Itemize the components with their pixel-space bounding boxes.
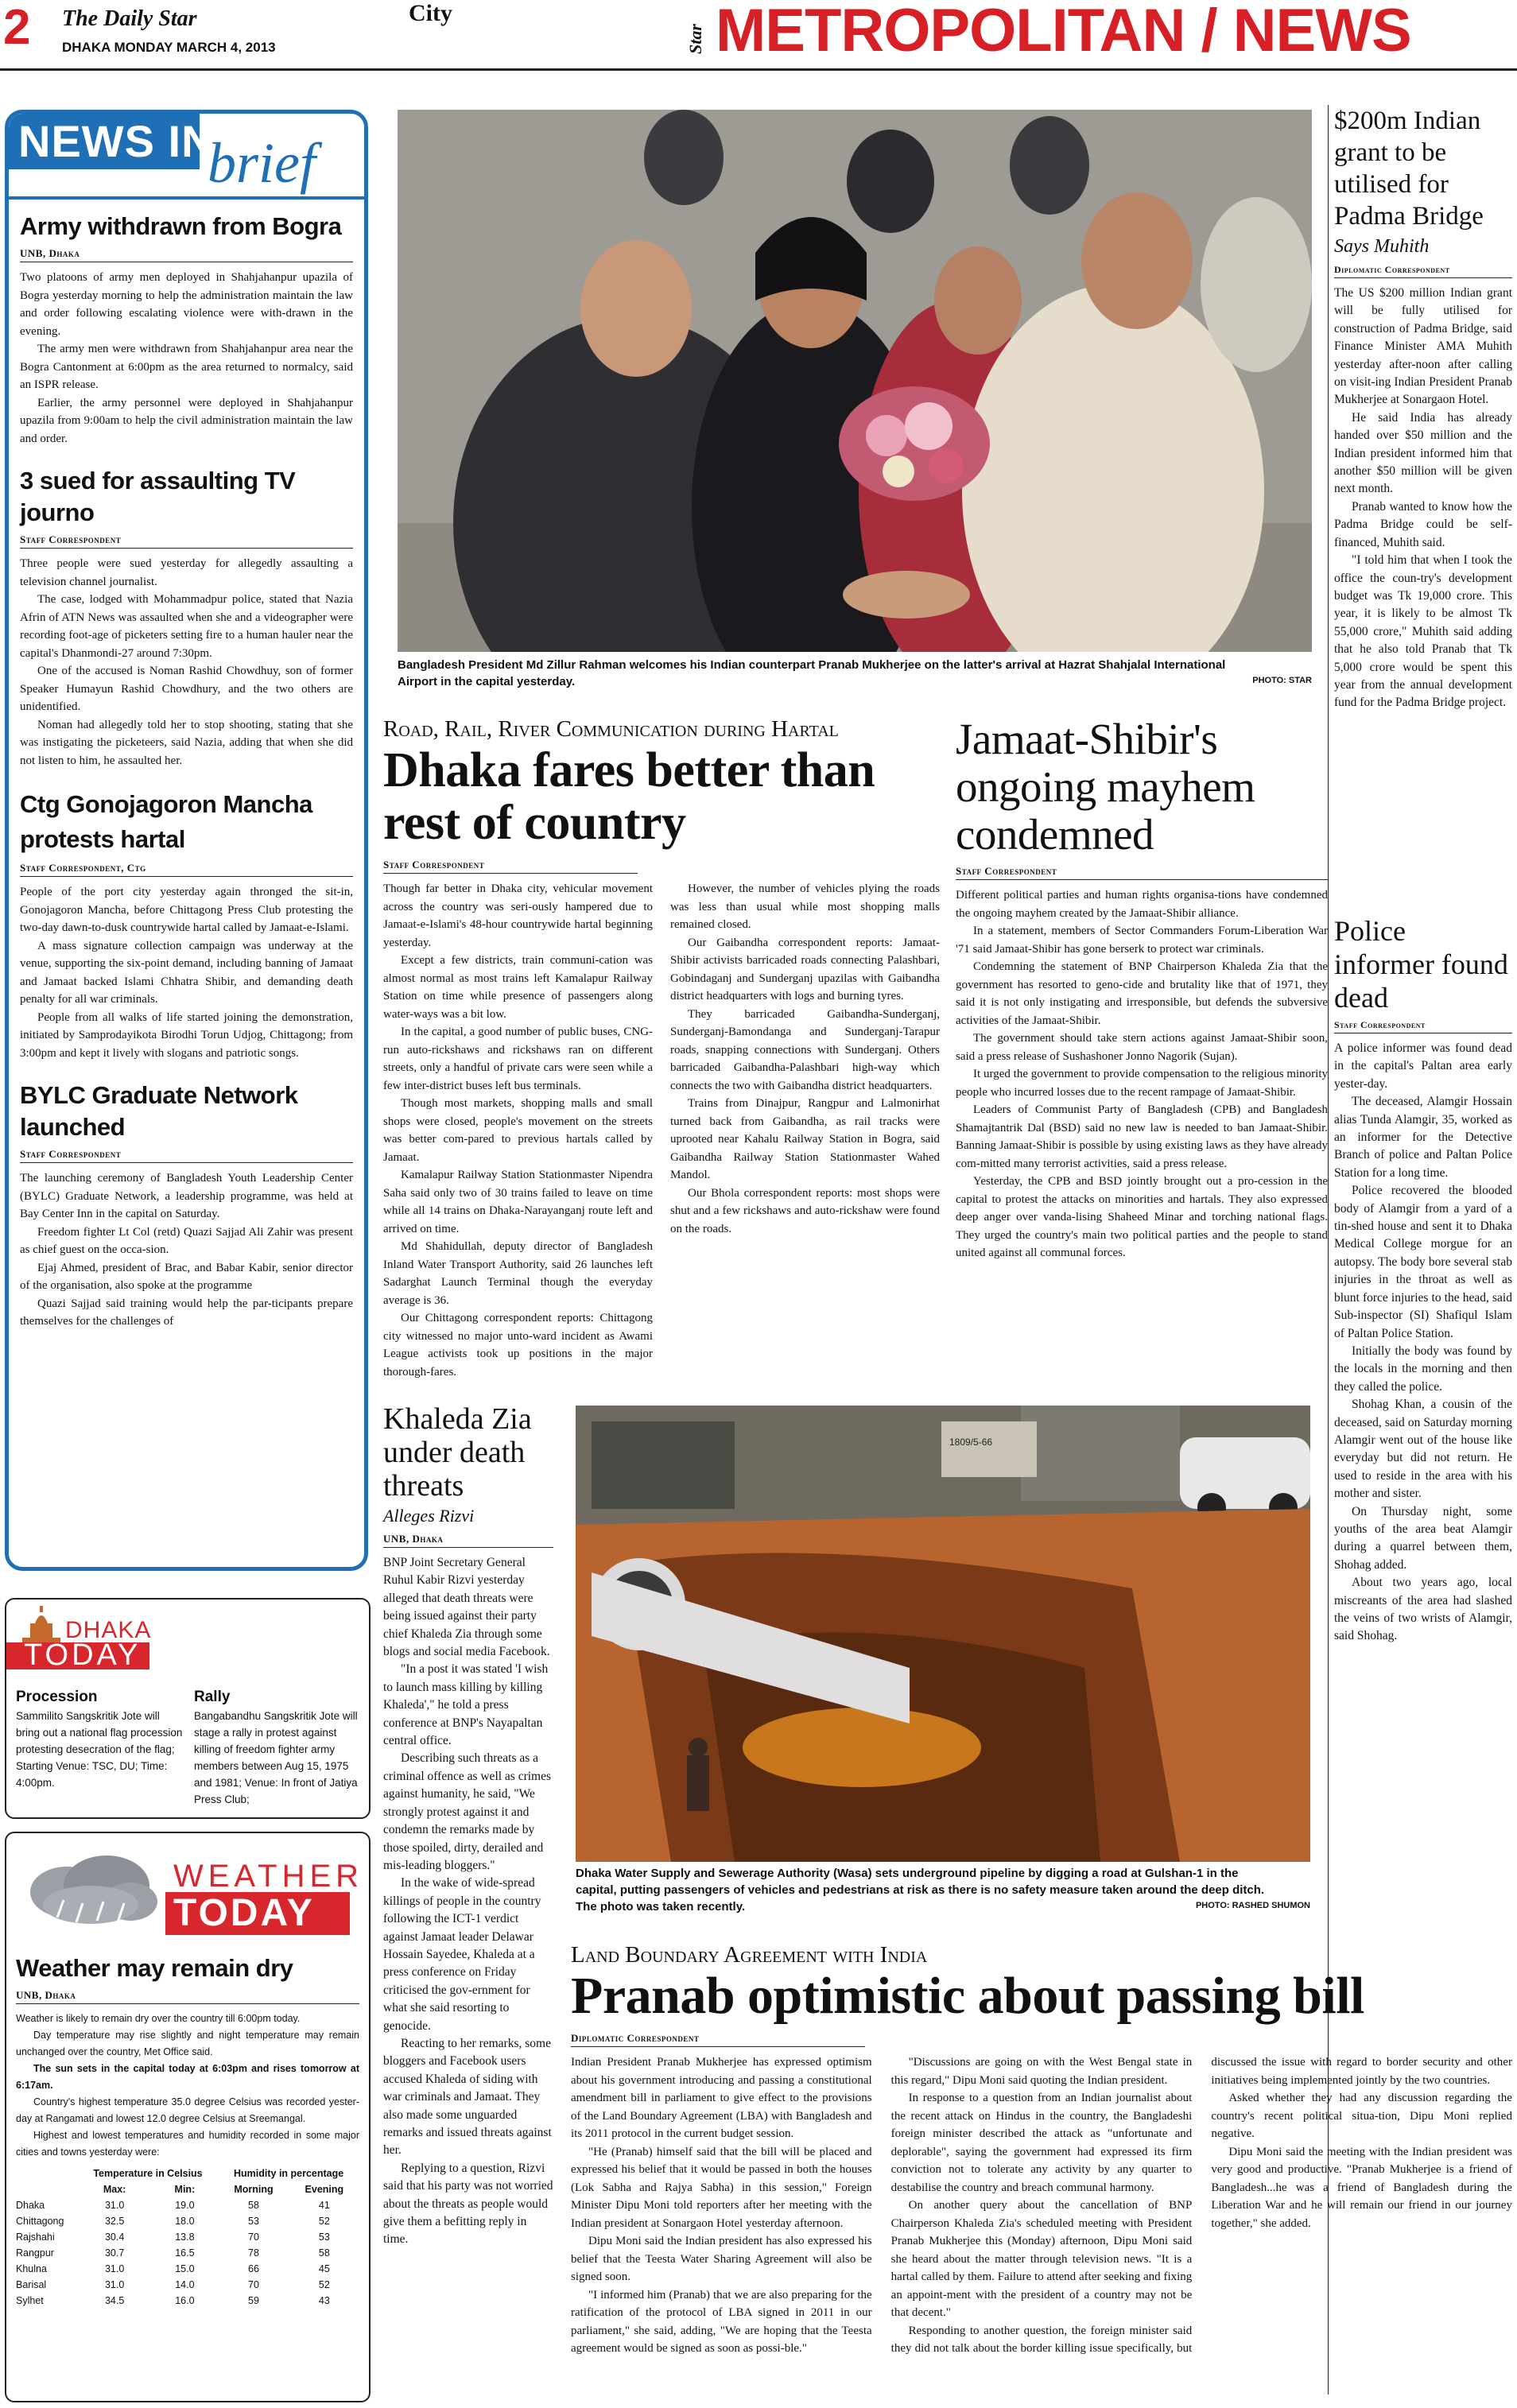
brief-item <box>20 787 353 1062</box>
paragraph: Except a few districts, train communi-cation was almost normal as most trains left Kamalapur Railway Station on time while presence of passengers along water-ways was a bit low. <box>383 954 653 1021</box>
brief-item <box>20 1080 353 1331</box>
paragraph: People from all walks of life started joining the demonstration, initiated by Samprodayikota Birodhi Torun Udjog, Chittagong; from 3:00pm and kept it lively with slogans and patriotic songs. <box>20 1010 353 1060</box>
table-cell: Chittagong <box>16 2216 64 2227</box>
article-headline: Jamaat-Shibir's ongoing mayhem condemned <box>956 715 1255 859</box>
cloud-rain-icon <box>19 1852 162 1932</box>
paragraph: A mass signature collection campaign was underway at the venue, supporting the six-point demand, including banning of Jamaat and Jamaat backed Islami Chhatra Shibir, and demanding death penalty for all war criminals. <box>20 939 353 1006</box>
article-headline: Dhaka fares better than rest of country <box>383 743 875 850</box>
table-cell: 70 <box>248 2279 259 2290</box>
paragraph: The launching ceremony of Bangladesh Youth Leadership Center (BYLC) Graduate Network, a leadership programme, was held at Bay Center Inn in the capital on Saturday. <box>20 1172 353 1220</box>
table-cell: 19.0 <box>175 2200 195 2211</box>
brief-items <box>9 200 364 1331</box>
paragraph: Condemning the statement of BNP Chairperson Khaleda Zia that the government has resorted to geno-cide and brutality like that of 1971, they said it is not only instigating and irresponsible, but defends the subversive activities of the Jamaat-Shibir. <box>956 960 1328 1027</box>
table-row <box>16 2197 359 2213</box>
paragraph: About two years ago, local miscreants of the area had slashed the veins of two wrists of Alamgir, said Shohag. <box>1334 1576 1512 1643</box>
paragraph: "Discussions are going on with the West Bengal state in this regard," Dipu Moni said quoting the Indian president. <box>890 2056 1193 2087</box>
paragraph: "In a post it was stated 'I wish to launch mass killing by killing Khaleda'," he told a press conference at BNP's Nayapaltan central office. <box>383 1662 549 1748</box>
paragraph: He said India has already handed over $50 million and the Indian president informed him that another $50 million will be given next month. <box>1334 410 1512 496</box>
article-body <box>1334 1040 1512 1646</box>
road-excavation-photo <box>576 1406 1310 1862</box>
brief-byline: Staff Correspondent <box>20 533 353 549</box>
dhaka-today-header <box>6 1600 369 1684</box>
photo-caption: Dhaka Water Supply and Sewerage Authority (Wasa) sets underground pipeline by digging a road at Gulshan-1 in the capital, putting passengers of vehicles and pedestrians at risk as there is no safety measure taken around the deep ditch. The photo was taken recently. <box>576 1867 1265 1914</box>
paragraph: In the capital, a good number of public buses, CNG-run auto-rickshaws and rickshaws ran on different streets, only a handful of private cars were seen while a few inter-district buses left bus terminals. <box>383 1026 653 1092</box>
table-cell: 16.0 <box>175 2295 195 2306</box>
dhaka-today-box <box>5 1598 371 1819</box>
table-row <box>16 2293 359 2309</box>
top-photo-caption <box>398 657 1312 688</box>
brief-item <box>20 465 353 770</box>
paragraph: People of the port city yesterday again thronged the sit-in, Gonojagoron Mancha, before Chittagong Press Club protesting the two-day dawn-to-dusk countrywide hartal called by Jamaat-e-Islami. <box>20 886 353 934</box>
brief-body <box>20 883 353 1062</box>
photo-credit: PHOTO: RASHED SHUMON <box>1195 1901 1310 1910</box>
table-header-cell: Morning <box>234 2184 274 2195</box>
table-row <box>16 2229 359 2245</box>
article-byline: Staff Correspondent <box>1334 1019 1512 1033</box>
event-heading: Rally <box>194 1689 231 1705</box>
paragraph: Md Shahidullah, deputy director of Bangladesh Inland Water Transport Authority, said 26 launches left Sadarghat Launch Terminal though the everyday average is 36. <box>383 1240 653 1307</box>
table-cell: 41 <box>318 2200 330 2211</box>
event-procession <box>16 1689 183 1791</box>
brief-byline: UNB, Dhaka <box>20 247 353 262</box>
paragraph: Earlier, the army personnel were deployed in Shahjahanpur upazila from 9:00am to help the civil administration maintain the law and order. <box>20 396 353 445</box>
table-header-cell: Min: <box>174 2184 196 2195</box>
paragraph: Freedom fighter Lt Col (retd) Quazi Sajjad Ali Zahir was present as chief guest on the occa-sion. <box>20 1225 353 1256</box>
table-row <box>16 2245 359 2261</box>
table-header-row <box>16 2181 359 2197</box>
table-cell: 53 <box>248 2216 259 2227</box>
article-headline: Khaleda Zia under death threats <box>383 1402 532 1503</box>
paragraph: The case, lodged with Mohammadpur police, stated that Nazia Afrin of ATN News was assaulted when she and a videographer were recording foot-age of picketers setting fire to a human hauler near the capital's Dhanmondi-27 around 7:30pm. <box>20 593 353 660</box>
table-header-cell: Evening <box>305 2184 344 2195</box>
dhaka-today-title-top: DHAKA <box>65 1617 152 1643</box>
table-cell: 34.5 <box>104 2295 125 2306</box>
weather-title-bottom: TODAY <box>173 1892 315 1934</box>
jamaat-article <box>956 715 1328 1391</box>
paragraph: Indian President Pranab Mukherjee has expressed optimism about his government introducing and passing a constitutional amendment bill in parliament to give effect to the provisions of the Land Boundary Agreement (LBA) with Bangladesh and its 2011 protocol in the current budget session. <box>571 2056 872 2140</box>
table-cell: 14.0 <box>175 2279 195 2290</box>
paragraph: The sun sets in the capital today at 6:03pm and rises tomorrow at 6:17am. <box>16 2063 359 2091</box>
paragraph: Leaders of Communist Party of Bangladesh (CPB) and Bangladesh Shamajtantrik Dal (BSD) said no new law is needed to ban Jamaat-Shibir. Banning Jamaat-Shibir is possible by using existing laws as they have already com-mitted many terrorist activities, said a press release. <box>956 1103 1328 1170</box>
paragraph: Asked whether they had any discussion regarding the country's recent political situa-tion, Dipu Moni replied negative. <box>1211 2092 1512 2140</box>
article-body <box>383 1554 553 2249</box>
photo-caption: Bangladesh President Md Zillur Rahman welcomes his Indian counterpart Pranab Mukherjee on the latter's arrival at Hazrat Shahjalal International Airport in the capital yesterday. <box>398 658 1226 688</box>
pranab-article <box>571 1941 1512 2404</box>
paragraph: However, the number of vehicles plying the roads was less than usual while most shopping malls remained closed. <box>670 882 940 931</box>
weather-title-top: WEATHER <box>173 1859 364 1894</box>
paragraph: Pranab wanted to know how the Padma Bridge could be self-financed, Muhith said. <box>1334 499 1512 549</box>
table-cell: Khulna <box>16 2263 47 2274</box>
paragraph: Kamalapur Railway Station Stationmaster Nipendra Saha said only two of 30 trains failed to leave on time while all 14 trains on Dhaka-Narayanganj route left and arrived on time. <box>383 1169 653 1235</box>
table-group-row <box>16 2166 359 2181</box>
paragraph: Country's highest temperature 35.0 degree Celsius was recorded yester-day at Rangamati and lowest 12.0 degree Celsius at Sreemangal. <box>16 2096 359 2124</box>
brief-byline: Staff Correspondent, Ctg <box>20 862 353 877</box>
photo-credit: PHOTO: STAR <box>1252 676 1312 685</box>
article-headline: $200m Indian grant to be utilised for Padma Bridge <box>1334 107 1484 231</box>
table-cell: Sylhet <box>16 2295 44 2306</box>
wasa-photo <box>576 1406 1310 1862</box>
group-humidity: Humidity in percentage <box>234 2168 344 2179</box>
brief-body <box>20 1169 353 1331</box>
weather-header <box>6 1833 369 1952</box>
paragraph: The army men were withdrawn from Shahjahanpur area near the Bogra Cantonment at 6:00pm as the area returned to normalcy, said an ISPR release. <box>20 343 353 391</box>
paper-name: The Daily Star <box>62 6 197 31</box>
article-kicker: Land Boundary Agreement with India <box>571 1942 928 1968</box>
paragraph: They barricaded Gaibandha-Sunderganj, Sunderganj-Bamondanga and Sunderganj-Tarapur roads, snapping connections with Sunderganj. Others barricaded Gaibandha-Palashbari high-way which connects the two with Gaibandha district headquarters. <box>670 1007 940 1092</box>
paragraph: A police informer was found dead in the capital's Paltan area early yester-day. <box>1334 1041 1512 1091</box>
brief-title-brief: brief <box>208 131 316 195</box>
brief-item <box>20 211 353 448</box>
paragraph: Trains from Dinajpur, Rangpur and Lalmonirhat turned back from Gaibandha, as rail tracks were uprooted near Kahalu Railway Station in Bogra, said Gaibandha Railway Station Stationmaster Wahed Mandol. <box>670 1097 940 1181</box>
table-cell: Dhaka <box>16 2200 45 2211</box>
article-subhead: Says Muhith <box>1334 236 1430 257</box>
article-kicker: Road, Rail, River Communication during Hartal <box>383 716 839 742</box>
brief-title-news-in: NEWS IN <box>18 116 215 166</box>
paragraph: The deceased, Alamgir Hossain alias Tunda Alamgir, 35, worked as an informer for the Detective Branch of police and Paltan Police Station for a long time. <box>1334 1095 1512 1180</box>
dhaka-fares-article <box>383 715 940 1383</box>
paragraph: Initially the body was found by the locals in the morning and then they called the police. <box>1334 1344 1512 1394</box>
table-cell: 31.0 <box>104 2200 125 2211</box>
section-title: METROPOLITAN / NEWS <box>716 0 1411 64</box>
table-cell: 31.0 <box>104 2279 125 2290</box>
paragraph: BNP Joint Secretary General Ruhul Kabir Rizvi yesterday alleged that death threats were being issued against their party chief Khaleda Zia through some blogs and social media Facebook. <box>383 1556 550 1659</box>
weather-box <box>5 1832 371 2402</box>
article-byline: UNB, Dhaka <box>383 1533 553 1548</box>
article-headline: Police informer found dead <box>1334 915 1508 1014</box>
event-text: Bangabandhu Sangskritik Jote will stage a rally in protest against killing of freedom fighter army members between Aug 15, 1975 and 1981; Venue: In front of Jatiya Press Club; <box>194 1710 358 1805</box>
paragraph: "I told him that when I took the office the coun-try's development budget was Tk 19,000 crore. This year, it is likely to be almost Tk 55,000 crore," Muhith said adding that he also told Pranab that Tk 5,000 crore would be spent this year from the annual development fund for the Padma Bridge project. <box>1334 553 1512 710</box>
table-cell: 66 <box>248 2263 259 2274</box>
event-heading: Procession <box>16 1689 98 1705</box>
paragraph: Responding to another question, the foreign minister said they did not talk about the border killing issue specifically, but discussed the issue with regard to border security and other initiatives being implemented jointly by the two countries. <box>890 2056 1512 2355</box>
paragraph: "I informed him (Pranab) that we are also preparing for the ratification of the protocol of LBA signed in 2011 in our parliament," she said, adding, "We are hoping that the Teesta agreement would be signed as soon as possi-ble." <box>571 2288 872 2355</box>
table-cell: 31.0 <box>104 2263 125 2274</box>
table-cell: 45 <box>318 2263 330 2274</box>
article-byline: Diplomatic Correspondent <box>571 2032 865 2047</box>
paragraph: Describing such threats as a criminal offence as well as crimes against humanity, he said, "We strongly protest against it and condemn the remarks made by those spoiled, dirty, derailed and mis-leading bloggers." <box>383 1751 552 1872</box>
table-cell: 58 <box>318 2247 330 2259</box>
article-byline: Staff Correspondent <box>383 859 638 874</box>
brief-headline: 3 sued for assaulting TV journo <box>20 467 296 526</box>
paragraph: Reacting to her remarks, some bloggers and Facebook users accused Khaleda of siding with war criminals and Jamaat. They also made some unguarded remarks and issued threats against her. <box>383 2036 552 2158</box>
paragraph: The US $200 million Indian grant will be fully utilised for construction of Padma Bridge, said Finance Minister AMA Muhith yesterday after-noon after calling on visit-ing Indian President Pranab Mukherjee at Sonargaon Hotel. <box>1334 286 1512 407</box>
paragraph: Day temperature may rise slightly and night temperature may remain unchanged over the country, Met Office said. <box>16 2030 359 2057</box>
grant-article <box>1334 105 1512 712</box>
masthead-rule <box>0 68 1517 71</box>
table-cell: Barisal <box>16 2279 47 2290</box>
table-cell: Rajshahi <box>16 2232 55 2243</box>
table-cell: Rangpur <box>16 2247 54 2259</box>
article-body <box>571 2053 1512 2386</box>
article-body <box>383 880 940 1389</box>
table-cell: 18.0 <box>175 2216 195 2227</box>
star-mark: Star <box>685 24 705 54</box>
brief-byline: Staff Correspondent <box>20 1148 353 1163</box>
article-headline: Pranab optimistic about passing bill <box>571 1967 1364 2025</box>
brief-headline: Ctg Gonojagoron Mancha protests hartal <box>20 790 312 853</box>
paragraph: On another query about the cancellation of BNP Chairperson Khaleda Zia's scheduled meeting with President Pranab Mukherjee this (Monday) afternoon, Dipu Moni said she heard about the matter through television news. "It is a hartal called by them. Failure to attend after seeking and fixing an appoint-ment with the president of a country may not be that decent." <box>890 2199 1193 2319</box>
paragraph: Yesterday, the CPB and BSD jointly brought out a pro-cession in the capital to protest the attacks on minorities and hartals. They also expressed deep anger over vanda-lising Shaheed Minar and torching national flags. They urged the country's main two political parties and the people to stand united against all communal forces. <box>956 1175 1328 1259</box>
paragraph: Weather is likely to remain dry over the country till 6:00pm today. <box>16 2013 301 2024</box>
masthead <box>0 0 1517 73</box>
paragraph: The government should take stern actions against Jamaat-Shibir soon, said a press release of Sushashoner Jonno Nagorik (Sujan). <box>956 1032 1328 1063</box>
paragraph: Two platoons of army men deployed in Shahjahanpur upazila of Bogra yesterday morning to help the administration maintain the law and order following escalating violence were with-drawn in the evening. <box>20 271 353 338</box>
article-subhead: Alleges Rizvi <box>383 1506 475 1526</box>
event-rally <box>194 1689 364 1808</box>
paragraph: In a statement, members of Sector Commanders Forum-Liberation War '71 said Jamaat-Shibir has gone berserk to protect war criminals. <box>956 925 1328 956</box>
page-number: 2 <box>3 0 31 55</box>
paragraph: Highest and lowest temperatures and humidity recorded in some major cities and towns yesterday were: <box>16 2130 359 2158</box>
article-byline: Diplomatic Correspondent <box>1334 264 1512 278</box>
table-cell: 53 <box>318 2232 330 2243</box>
group-temp: Temperature in Celsius <box>93 2168 203 2179</box>
table-row <box>16 2213 359 2229</box>
paragraph: Though most markets, shopping malls and small shops were closed, people's movement on the streets was better com-pared to previous hartals called by Jamaat. <box>383 1097 653 1164</box>
table-cell: 30.4 <box>104 2232 125 2243</box>
paragraph: On Thursday night, some youths of the area beat Alamgir during a quarrel between them, Shohag added. <box>1334 1504 1512 1572</box>
brief-body <box>20 269 353 448</box>
article-body <box>956 886 1328 1262</box>
paragraph: Our Chittagong correspondent reports: Chittagong city witnessed no major unto-ward incident as Awami League activists took up positions in the major thorough-fares. <box>383 1312 653 1378</box>
paragraph: Quazi Sajjad said training would help the par-ticipants prepare themselves for the challenges of <box>20 1297 353 1328</box>
news-in-brief-box <box>5 110 368 1571</box>
paragraph: Replying to a question, Rizvi said that his party was not worried about the threats as people would give them a befitting reply in time. <box>383 2161 553 2247</box>
brief-header <box>9 114 364 200</box>
table-cell: 52 <box>318 2279 330 2290</box>
weather-table <box>16 2166 359 2309</box>
table-cell: 16.5 <box>175 2247 195 2259</box>
article-body <box>1334 285 1512 712</box>
paragraph: One of the accused is Noman Rashid Chowdhuy, son of former Speaker Humayun Rashid Chowdhury, and the two others are unidentified. <box>20 665 353 713</box>
paragraph: Police recovered the blooded body of Alamgir from a yard of a tin-shed house and sent it to Dhaka Medical College morgue for an autopsy. The body bore several stab injuries in the throat as well as blunt force injuries to the head, said Sub-inspector (SI) Shafiqul Islam of Paltan Police Station. <box>1334 1184 1512 1340</box>
paragraph: In the wake of wide-spread killings of people in the country following the ICT-1 verdict against Jamaat leader Delawar Hossain Sayedee, Khaleda at a press conference on Friday criticised the gov-ernment for what she said resorting to genocide. <box>383 1876 541 2033</box>
paragraph: Ejaj Ahmed, president of Brac, and Babar Kabir, senior director of the organisation, also spoke at the programme <box>20 1261 353 1292</box>
top-photo <box>398 110 1312 652</box>
table-cell: 59 <box>248 2295 259 2306</box>
table-cell: 15.0 <box>175 2263 195 2274</box>
dateline: DHAKA MONDAY MARCH 4, 2013 <box>62 40 276 55</box>
brief-headline: BYLC Graduate Network launched <box>20 1081 298 1141</box>
paragraph: "He (Pranab) himself said that the bill will be placed and expressed his belief that it would be passed in both the houses (Lok Sabha and Rajya Sabha) in this session," Foreign Minister Dipu Moni told reporters after her meeting with the Indian president at Sonargaon Hotel yesterday afternoon. <box>571 2145 872 2230</box>
paragraph: Our Gaibandha correspondent reports: Jamaat-Shibir activists barricaded roads connecting Palashbari, Gobindaganj and Sunderganj upazilas with Gaibandha district headquarters with logs and burning tyres. <box>670 936 940 1002</box>
table-row <box>16 2277 359 2293</box>
weather-byline: UNB, Dhaka <box>16 1989 359 2004</box>
weather-headline: Weather may remain dry <box>16 1954 293 1982</box>
paragraph: Dipu Moni said the meeting with the Indian president was very good and productive. "Pranab Mukherjee is a friend of Bangladesh...he was a friend of Bangladesh during the Liberation War and he will remain our friend in our journey together," she added. <box>1211 2145 1512 2230</box>
brief-headline: Army withdrawn from Bogra <box>20 212 342 240</box>
paragraph: Our Bhola correspondent reports: most shops were shut and a few rickshaws and auto-rickshaw were found on the roads. <box>670 1186 940 1235</box>
table-body <box>16 2197 359 2309</box>
table-cell: 78 <box>248 2247 259 2259</box>
table-header-cell: Max: <box>103 2184 126 2195</box>
table-cell: 43 <box>318 2295 330 2306</box>
paragraph: Noman had allegedly told her to stop shooting, stating that she was instigating the picketeers, said Nazia, adding that when she did not listen to him, he assaulted her. <box>20 718 353 767</box>
article-byline: Staff Correspondent <box>956 865 1328 880</box>
table-cell: 32.5 <box>104 2216 125 2227</box>
brief-body <box>20 555 353 770</box>
table-cell: 13.8 <box>175 2232 195 2243</box>
paragraph: Three people were sued yesterday for allegedly assaulting a television channel journalist. <box>20 557 353 588</box>
table-cell: 70 <box>248 2232 259 2243</box>
table-cell: 58 <box>248 2200 259 2211</box>
khaleda-article <box>383 1402 553 2249</box>
weather-body <box>16 2011 359 2161</box>
event-text: Sammilito Sangskritik Jote will bring out a national flag procession protesting desecration of the flag; Starting Venue: TSC, DU; Time: 4:00pm. <box>16 1710 183 1789</box>
paragraph: Dipu Moni said the Indian president has also expressed his belief that the Teesta Water Sharing Agreement will also be signed soon. <box>571 2235 872 2283</box>
paragraph: In response to a question from an Indian journalist about the recent attack on Hindus in the country, the Bangladeshi foreign minister described the attack as "unfortunate and deplorable", saying the government had expressed its firm conviction not to tolerate any activity by any quarter to destabilise the country and breach communal harmony. <box>890 2092 1193 2194</box>
table-cell: 30.7 <box>104 2247 125 2259</box>
table-cell: 52 <box>318 2216 330 2227</box>
table-header-cell <box>16 2181 78 2197</box>
airport-welcome-photo <box>398 110 1312 652</box>
paragraph: It urged the government to provide compensation to the religious minority people who incurred losses due to the recent rampage of Jamaat-Shibir. <box>956 1068 1328 1099</box>
paragraph: Different political parties and human rights organisa-tions have condemned the ongoing mayhem created by the Jamaat-Shibir alliance. <box>956 889 1328 920</box>
section-city: City <box>409 0 452 26</box>
informer-article <box>1334 914 1512 1646</box>
road-sign-text: 1809/5-66 <box>949 1437 993 1448</box>
dhaka-today-title-bottom: TODAY <box>24 1638 142 1672</box>
paragraph: Though far better in Dhaka city, vehicular movement across the country was seri-ously hampered due to Jamaat-e-Islami's 48-hour countrywide hartal beginning yesterday. <box>383 882 653 949</box>
table-row <box>16 2261 359 2277</box>
paragraph: Shohag Khan, a cousin of the deceased, said on Saturday morning Alamgir went out of the house like everyday but did not return. He used to reside in the area with his mother and sister. <box>1334 1398 1512 1501</box>
wasa-photo-caption <box>576 1865 1310 1914</box>
